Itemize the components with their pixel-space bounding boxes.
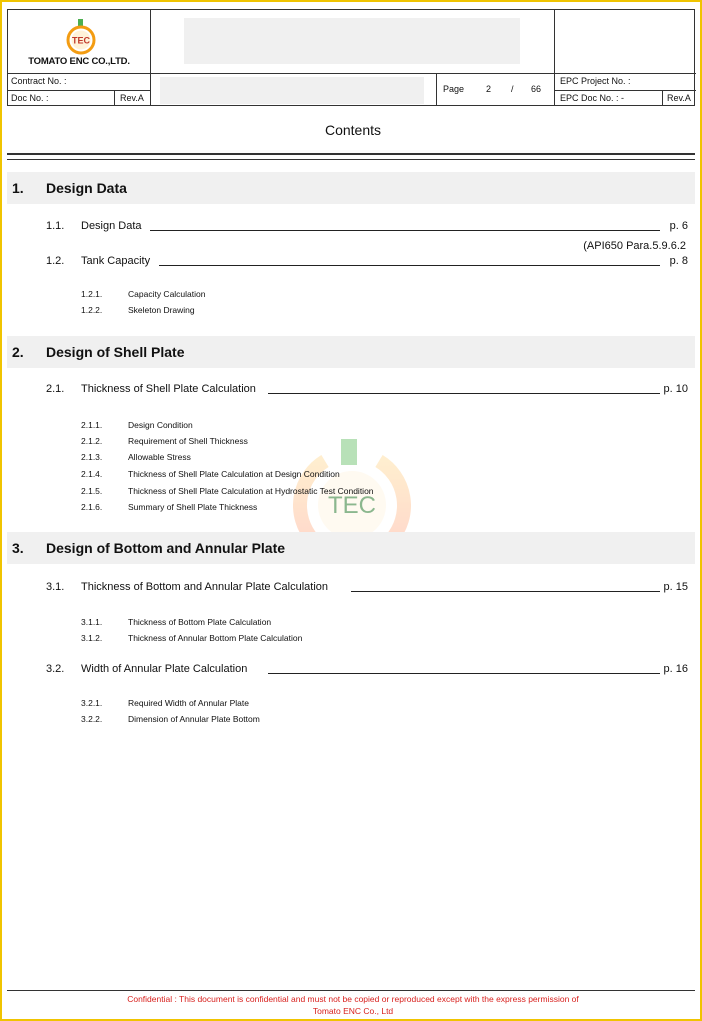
tec-logo-icon: [63, 19, 99, 55]
toc-item-2-1-3[interactable]: 2.1.3. Allowable Stress: [81, 452, 191, 462]
title-divider: [7, 153, 695, 160]
contract-no-label: Contract No. :: [11, 76, 67, 86]
company-logo: [8, 10, 150, 74]
svg-text:TEC: TEC: [72, 35, 90, 46]
toc-item-2-1-2[interactable]: 2.1.2. Requirement of Shell Thickness: [81, 436, 248, 446]
rev-right: Rev.A: [667, 93, 691, 103]
toc-item-3-2-1[interactable]: 3.2.1. Required Width of Annular Plate: [81, 698, 249, 708]
title-block-placeholder: [184, 18, 520, 64]
section-2-header: 2. Design of Shell Plate: [7, 336, 695, 368]
toc-item-2-1[interactable]: 2.1. Thickness of Shell Plate Calculation p. 10: [46, 383, 688, 395]
company-name: TOMATO ENC CO.,LTD.: [28, 56, 130, 67]
rev-left: Rev.A: [120, 93, 144, 103]
page-title: Contents: [324, 122, 382, 138]
doc-no-label: Doc No. :: [11, 93, 49, 103]
section-3-header: 3. Design of Bottom and Annular Plate: [7, 532, 695, 564]
toc-item-2-1-1[interactable]: 2.1.1. Design Condition: [81, 420, 193, 430]
toc-item-1-2-2[interactable]: 1.2.2. Skeleton Drawing: [81, 305, 195, 315]
toc-item-2-1-6[interactable]: 2.1.6. Summary of Shell Plate Thickness: [81, 502, 258, 512]
epc-project-label: EPC Project No. :: [560, 76, 631, 86]
toc-item-3-2[interactable]: 3.2. Width of Annular Plate Calculation p. 16: [46, 663, 688, 675]
page-separator: /: [511, 84, 514, 94]
epc-doc-label: EPC Doc No. : -: [560, 93, 625, 103]
toc-item-2-1-4[interactable]: 2.1.4. Thickness of Shell Plate Calculation at Design Condition: [81, 469, 340, 479]
section-1-header: 1. Design Data: [7, 172, 695, 204]
document-header: [7, 9, 695, 106]
page-current: 2: [486, 84, 492, 94]
footer-divider: [7, 990, 695, 991]
toc-item-2-1-5[interactable]: 2.1.5. Thickness of Shell Plate Calculation at Hydrostatic Test Condition: [81, 486, 374, 496]
doc-number-placeholder: [160, 77, 424, 104]
toc-item-1-2[interactable]: 1.2. Tank Capacity p. 8: [46, 255, 688, 267]
toc-item-3-1-2[interactable]: 3.1.2. Thickness of Annular Bottom Plate Calculation: [81, 633, 303, 643]
footer-confidential: Confidential : This document is confidential and must not be copied or reproduced except with the express permission of: [127, 994, 579, 1004]
toc-item-1-1[interactable]: 1.1. Design Data p. 6: [46, 220, 688, 232]
footer-company: Tomato ENC Co., Ltd: [312, 1006, 394, 1016]
toc-item-3-1[interactable]: 3.1. Thickness of Bottom and Annular Plate Calculation p. 15: [46, 581, 688, 593]
svg-text:TEC: TEC: [328, 492, 376, 519]
toc-note-api650: (API650 Para.5.9.6.2: [583, 240, 686, 252]
toc-item-3-2-2[interactable]: 3.2.2. Dimension of Annular Plate Bottom: [81, 714, 260, 724]
page-label: Page: [443, 84, 465, 94]
page-total: 66: [531, 84, 542, 94]
toc-item-1-2-1[interactable]: 1.2.1. Capacity Calculation: [81, 289, 206, 299]
toc-item-3-1-1[interactable]: 3.1.1. Thickness of Bottom Plate Calculation: [81, 617, 272, 627]
